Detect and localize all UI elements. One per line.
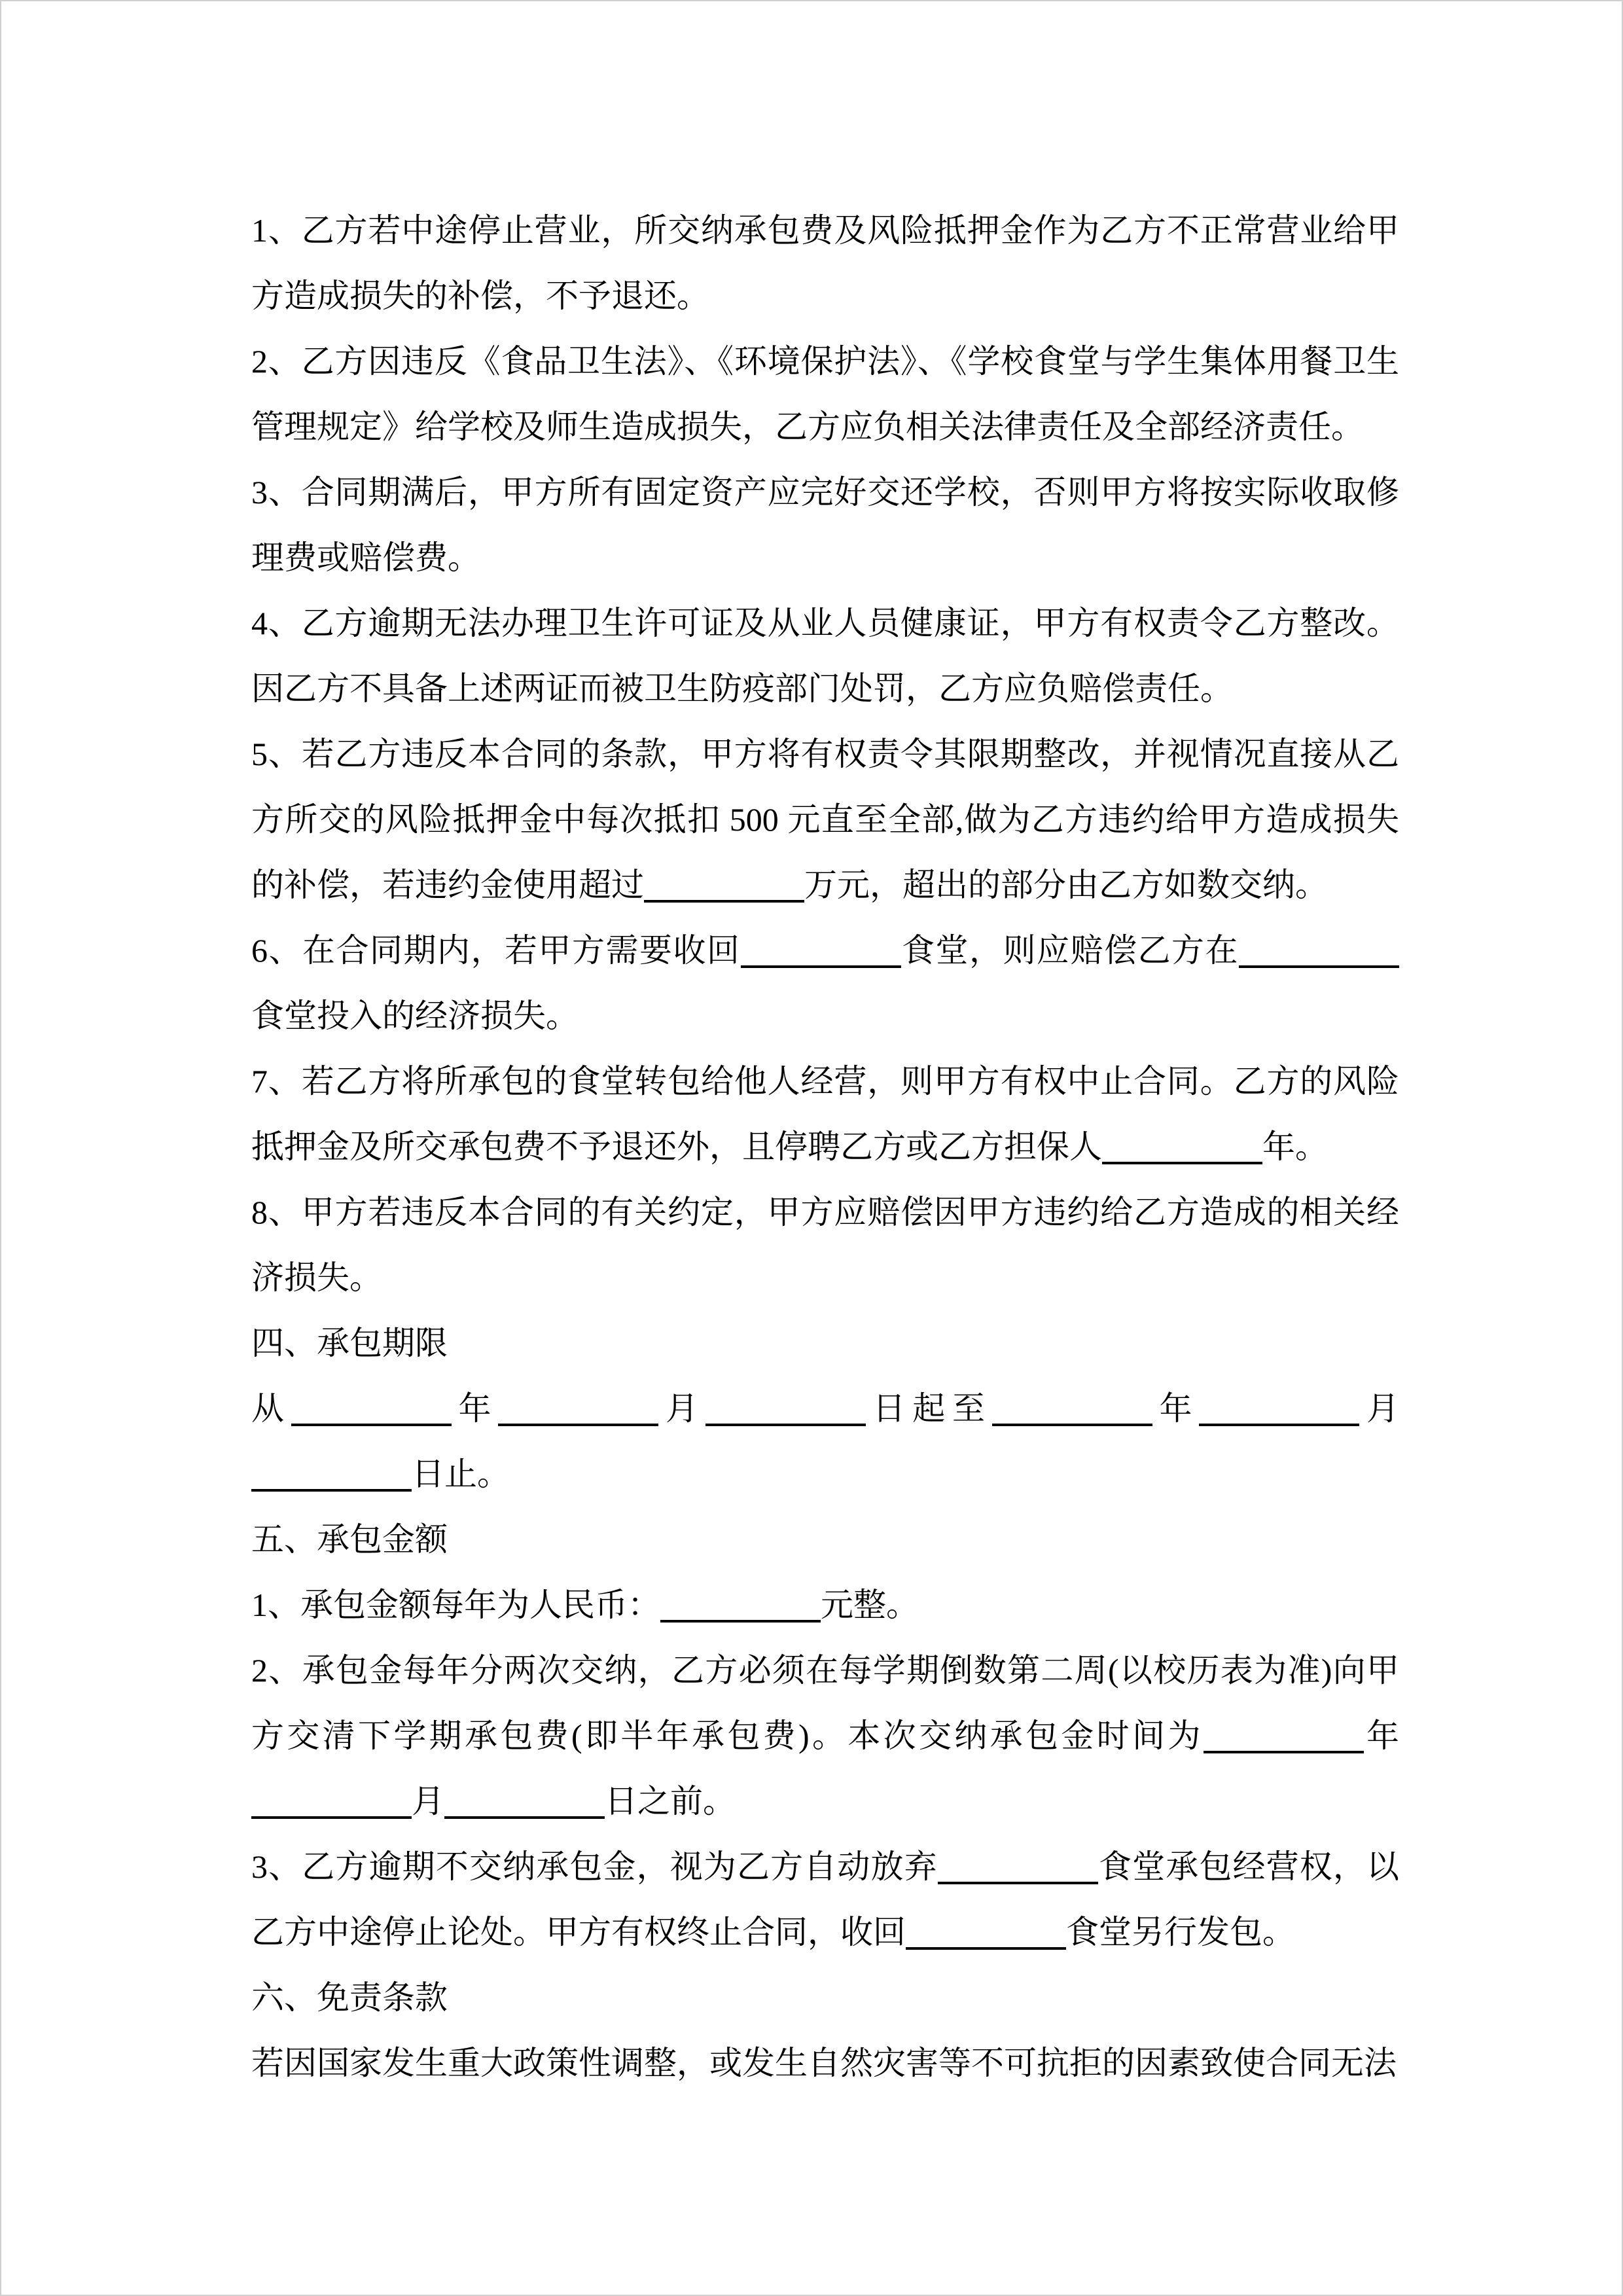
clause-5-3: 3、乙方逾期不交纳承包金，视为乙方自动放弃 食堂承包经营权，以乙方中途停止论处。甲方有权终止合同，收回 食堂另行发包。 <box>251 1848 1400 1950</box>
clause-3-1: 1、乙方若中途停止营业，所交纳承包费及风险抵押金作为乙方不正常营业给甲方造成损失的补偿，不予退还。 <box>251 212 1399 314</box>
fill-in-blank <box>644 900 804 903</box>
clause-3-7: 7、若乙方将所承包的食堂转包给他人经营，则甲方有权中止合同。乙方的风险抵押金及所交承包费不予退还外，且停聘乙方或乙方担保人 年。 <box>251 1063 1399 1165</box>
contract-term-line: 从 年 月 日起至 年 月日止。 <box>251 1390 1399 1492</box>
fill-in-blank <box>660 1620 821 1623</box>
fill-in-blank <box>741 965 901 968</box>
clause-5-2: 2、承包金每年分两次交纳，乙方必须在每学期倒数第二周(以校历表为准)向甲方交清下学期承包费(即半年承包费)。本次交纳承包金时间为 年月 日之前。 <box>251 1652 1399 1820</box>
section-heading-6: 六、免责条款 <box>251 1979 448 2016</box>
fill-in-blank <box>251 1816 412 1819</box>
contract-body <box>251 198 1399 2096</box>
fill-in-blank <box>291 1424 452 1426</box>
fill-in-blank <box>938 1882 1098 1884</box>
clause-3-6: 6、在合同期内，若甲方需要收回 食堂，则应赔偿乙方在食堂投入的经济损失。 <box>251 918 1399 1049</box>
fill-in-blank <box>444 1816 605 1819</box>
clause-6-intro: 若因国家发生重大政策性调整，或发生自然灾害等不可抗拒的因素致使合同无法 <box>251 2045 1397 2081</box>
clause-3-2: 2、乙方因违反《食品卫生法》、《环境保护法》、《学校食堂与学生集体用餐卫生管理规定》给学校及师生造成损失，乙方应负相关法律责任及全部经济责任。 <box>251 343 1399 445</box>
clause-3-5: 5、若乙方违反本合同的条款，甲方将有权责令其限期整改，并视情况直接从乙方所交的风险抵押金中每次抵扣 500 元直至全部,做为乙方违约给甲方造成损失的补偿，若违约金使用超过 万元，超出的部分由乙方如数交纳。 <box>251 736 1399 903</box>
fill-in-blank <box>906 1947 1066 1950</box>
clause-3-3: 3、合同期满后，甲方所有固定资产应完好交还学校，否则甲方将按实际收取修理费或赔偿费。 <box>251 474 1399 576</box>
fill-in-blank <box>1204 1751 1364 1753</box>
fill-in-blank <box>1239 965 1399 968</box>
section-heading-4: 四、承包期限 <box>251 1325 448 1361</box>
clause-3-4: 4、乙方逾期无法办理卫生许可证及从业人员健康证，甲方有权责令乙方整改。因乙方不具备上述两证而被卫生防疫部门处罚，乙方应负赔偿责任。 <box>251 605 1399 707</box>
fill-in-blank <box>705 1424 866 1426</box>
clause-5-1: 1、承包金额每年为人民币： 元整。 <box>251 1587 919 1623</box>
fill-in-blank <box>1102 1162 1262 1164</box>
section-heading-5: 五、承包金额 <box>251 1521 448 1558</box>
clause-3-8: 8、甲方若违反本合同的有关约定，甲方应赔偿因甲方违约给乙方造成的相关经济损失。 <box>251 1194 1399 1296</box>
fill-in-blank <box>498 1424 658 1426</box>
fill-in-blank <box>251 1489 412 1492</box>
fill-in-blank <box>992 1424 1152 1426</box>
fill-in-blank <box>1199 1424 1359 1426</box>
